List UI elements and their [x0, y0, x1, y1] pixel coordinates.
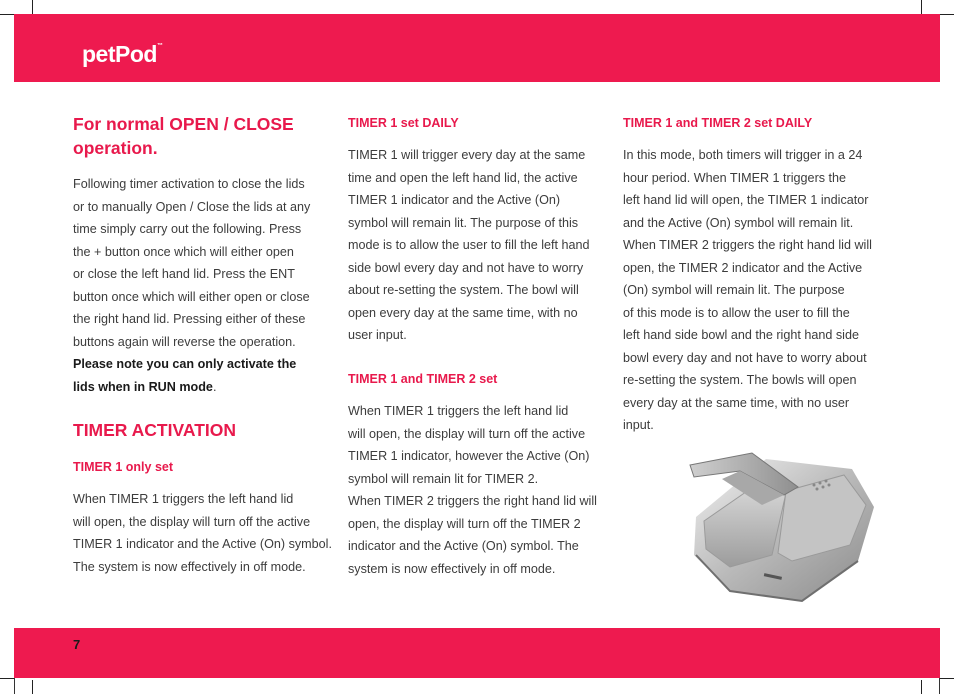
heading-timer-activation: TIMER ACTIVATION [73, 420, 236, 440]
heading-timer1-timer2-daily: TIMER 1 and TIMER 2 set DAILY [623, 116, 813, 130]
petpod-feeder-image [674, 443, 884, 605]
page-number: 7 [73, 637, 81, 652]
crop-mark [940, 678, 954, 679]
footer-band [14, 628, 940, 678]
heading-normal-operation: For normal OPEN / CLOSE operation. [73, 114, 294, 158]
crop-mark [921, 0, 922, 14]
crop-mark [32, 0, 33, 14]
crop-mark [0, 14, 14, 15]
crop-mark [940, 14, 954, 15]
heading-timer1-only: TIMER 1 only set [73, 460, 174, 474]
crop-mark [921, 680, 922, 694]
petpod-logo: petPod™ [82, 41, 163, 67]
heading-timer1-timer2: TIMER 1 and TIMER 2 set [348, 372, 498, 386]
crop-mark [32, 680, 33, 694]
timer1-timer2-paragraph: When TIMER 1 triggers the left hand lid will open, the display will turn off the active TIMER 1 indicator, however the Active (On) symbol will remain lit for TIMER 2. When TIMER 2 triggers the right hand lid will open, the display will turn off the TIMER 2 indicator and the Active (On) symbol. The system is now effectively in off mode. [348, 404, 597, 576]
operation-paragraph: Following timer activation to close the lids or to manually Open / Close the lids at any time simply carry out the following. Press the + button once which will either open or close the left hand lid. Press the ENT button once which will either open or close the right hand lid. Pressing either of these buttons again will reverse the operation. Please note you can only activate the lids when in RUN mode. [73, 177, 311, 394]
timer1-only-paragraph: When TIMER 1 triggers the left hand lid will open, the display will turn off the active TIMER 1 indicator and the Active (On) symbol. The system is now effectively in off mode. [73, 492, 332, 574]
timer1-daily-paragraph: TIMER 1 will trigger every day at the same time and open the left hand lid, the active TIMER 1 indicator and the Active (On) symbol will remain lit. The purpose of this mode is to allow the user to fill the left hand side bowl every day and not have to worry about re-setting the system. The bowl will open every day at the same time, with no user input. [348, 148, 590, 342]
crop-mark [0, 678, 14, 679]
heading-timer1-daily: TIMER 1 set DAILY [348, 116, 459, 130]
timer1-timer2-daily-paragraph: In this mode, both timers will trigger in a 24 hour period. When TIMER 1 triggers the left hand lid will open, the TIMER 1 indicator and the Active (On) symbol will remain lit. When TIMER 2 triggers the right hand lid will open, the TIMER 2 indicator and the Active (On) symbol will remain lit. The purpose of this mode is to allow the user to fill the left hand side bowl and the right hand side bowl every day and not have to worry about re-setting the system. The bowls will open every day at the same time, with no user input. [623, 148, 872, 432]
